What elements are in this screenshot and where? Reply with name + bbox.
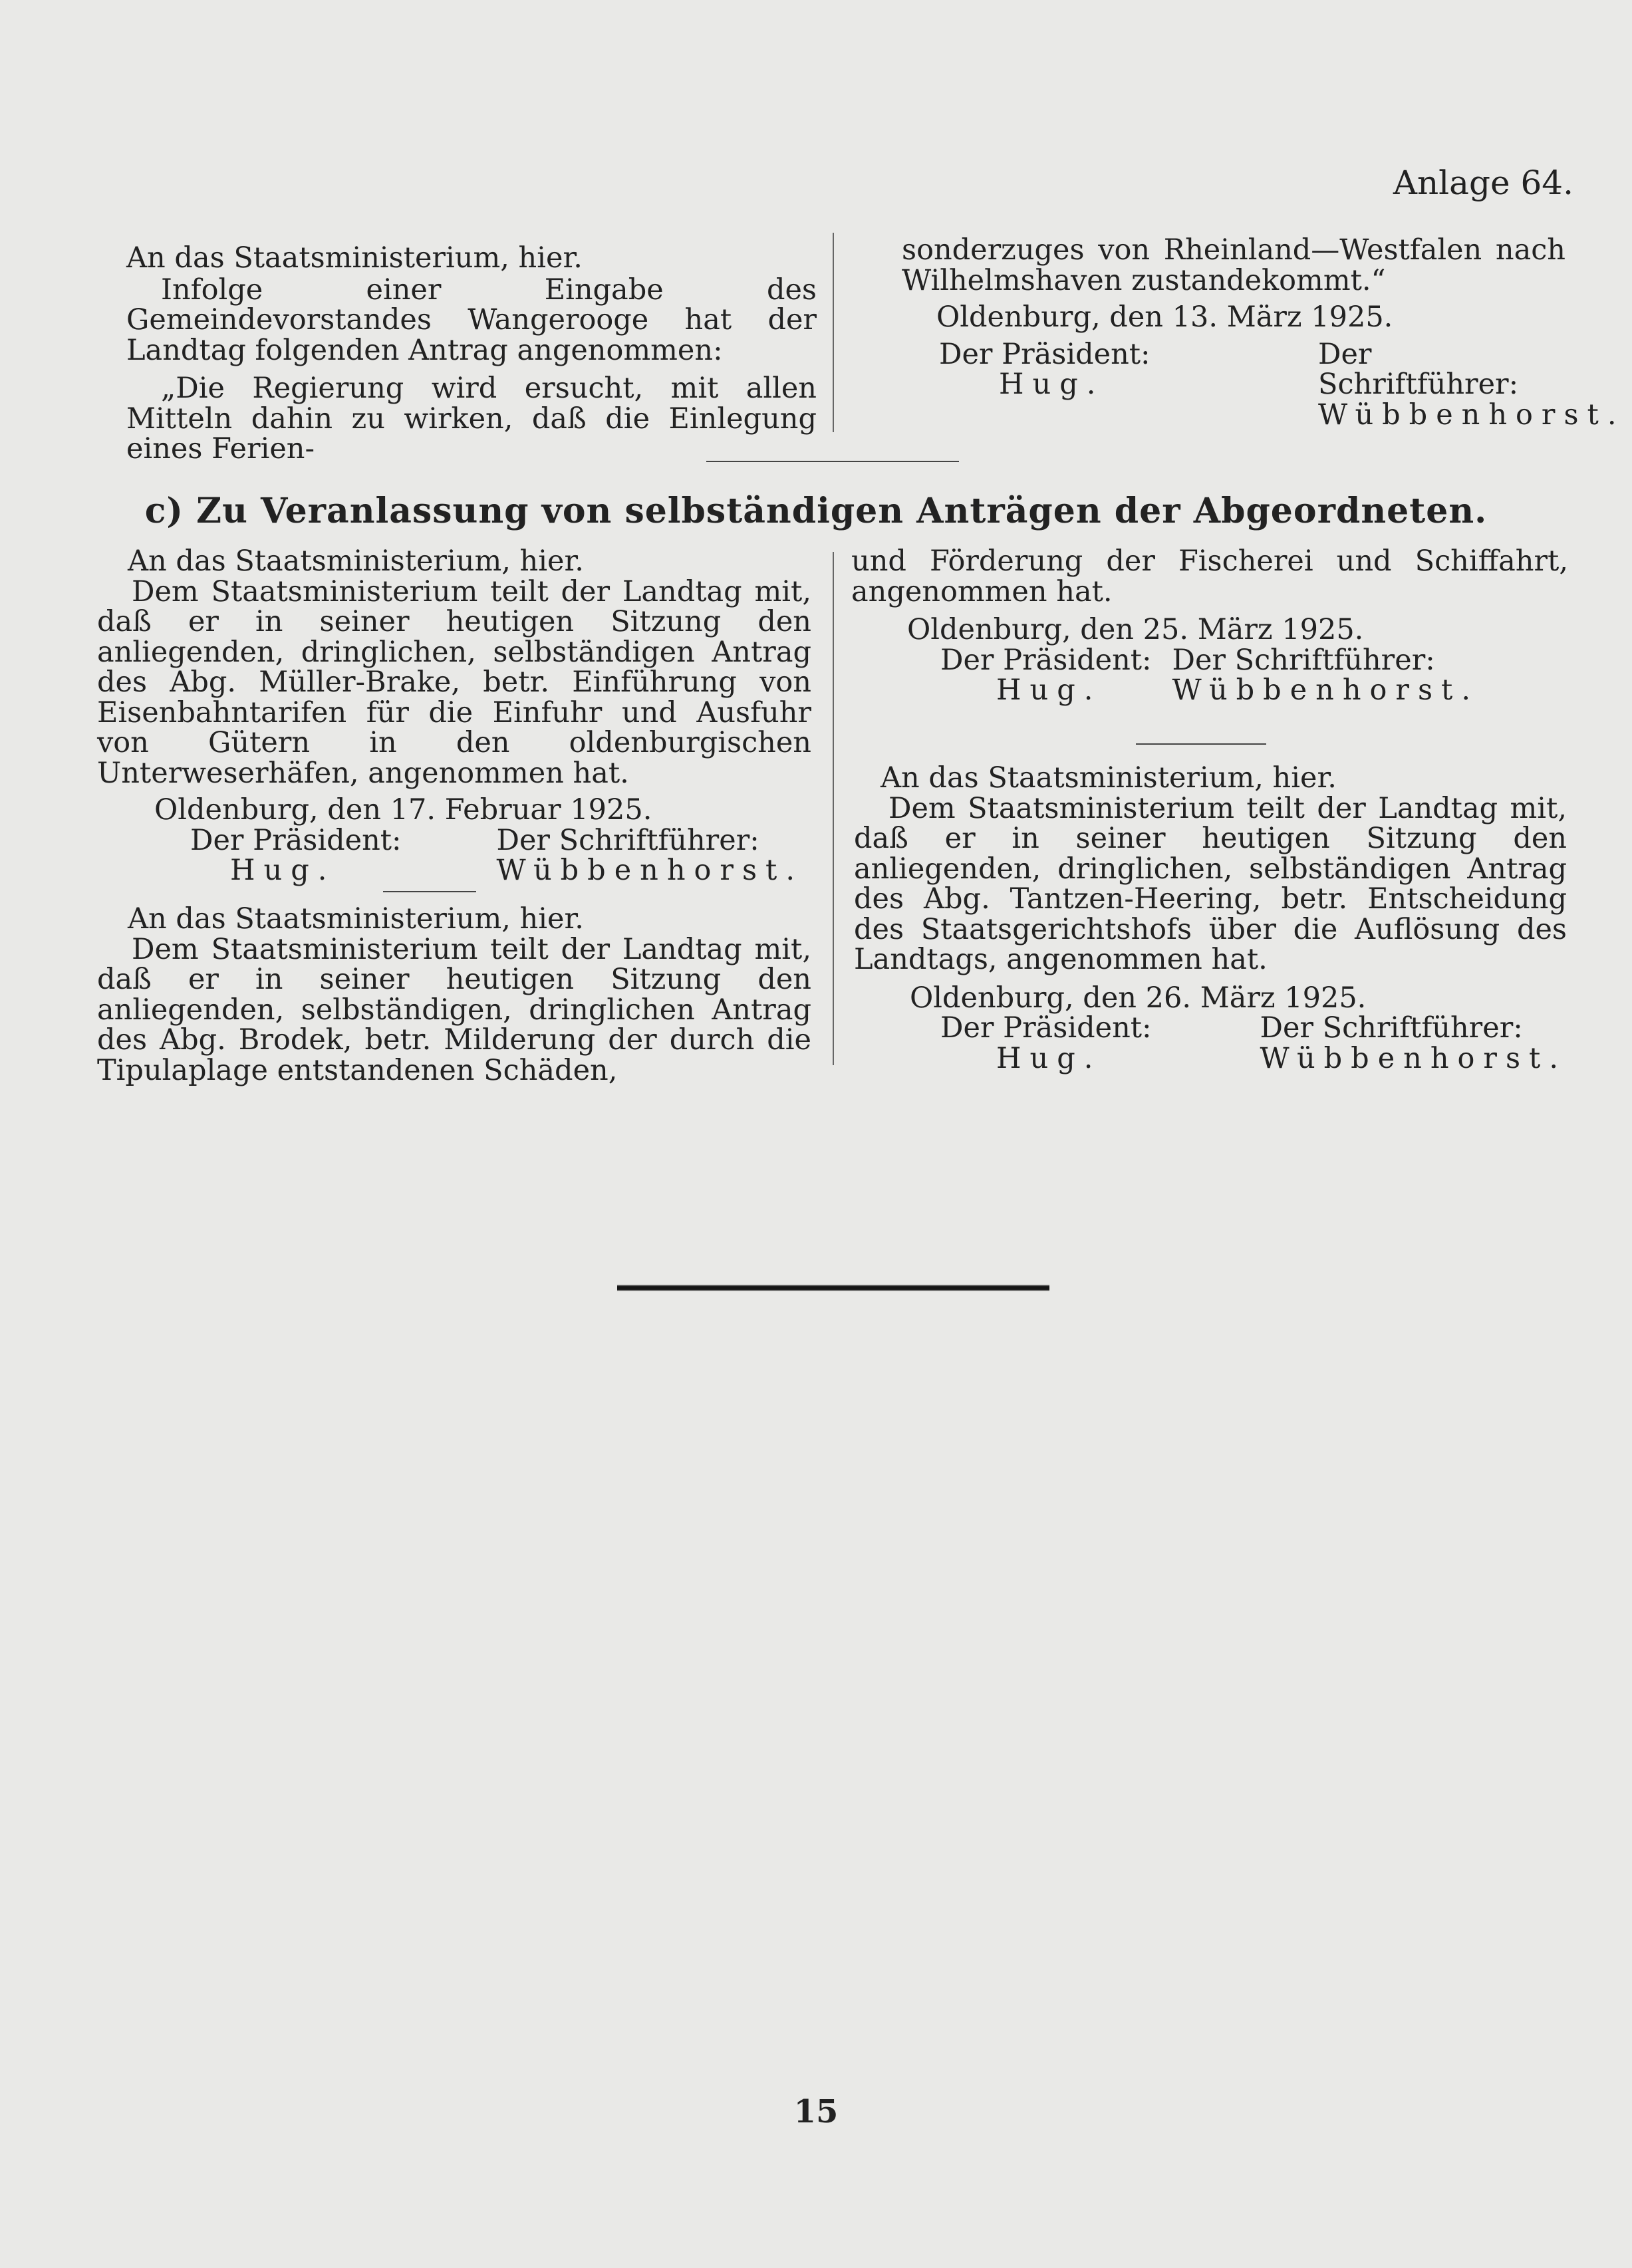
entry-body: Dem Staatsministerium teilt der Landtag mit, daß er in seiner heutigen Sitzung den anliegenden, dringlichen, selbständigen Antrag des Abg. Tantzen-Heering, betr. Entscheidung des Staatsgerichtshofs über die Auflösung des Landtags, angenommen hat. [854, 791, 1567, 976]
secretary-name: Wübbenhorst. [1260, 1041, 1567, 1075]
president-title: Der Präsident: [940, 643, 1152, 677]
president-title: Der Präsident: [939, 337, 1151, 371]
president-signature [190, 823, 402, 887]
top-right-column [902, 233, 1625, 432]
entry-body: Dem Staatsministerium teilt der Landtag mit, daß er in seiner heutigen Sitzung den anliegenden, dringlichen, selbständigen Antrag des Abg. Müller-Brake, betr. Einführung von Eisenbahntarifen für die Einfuhr und Ausfuhr von Gütern in den oldenburgischen Unterweserhäfen, angenommen hat. [97, 574, 811, 790]
secretary-signature [1260, 1013, 1567, 1074]
president-name: Hug. [996, 1041, 1102, 1075]
president-title: Der Präsident: [940, 1011, 1152, 1045]
page-number: 15 [793, 2093, 839, 2130]
annex-label: Anlage 64. [1393, 164, 1573, 202]
entry-body-continuation: und Förderung der Fischerei und Schiffahrt, angenommen hat. [851, 545, 1568, 608]
secretary-name: Wübbenhorst. [1318, 398, 1625, 432]
president-signature [940, 1013, 1152, 1074]
president-name: Hug. [230, 854, 336, 887]
section-heading: c) Zu Veranlassung von selbständigen Anträgen der Abgeordneten. [144, 491, 1488, 531]
entry-1 [97, 547, 811, 886]
president-signature [940, 643, 1152, 707]
secretary-name: Wübbenhorst. [496, 854, 803, 887]
top-left-column [126, 243, 817, 465]
entry-2-continuation [851, 547, 1568, 706]
secretary-signature [1318, 337, 1625, 432]
signature-block [851, 643, 1568, 707]
entry-separator [1136, 743, 1266, 745]
president-name: Hug. [999, 368, 1105, 401]
address-line: An das Staatsministerium, hier. [126, 241, 583, 275]
date-line: Oldenburg, den 17. Februar 1925. [154, 793, 652, 826]
secretary-title: Der Schriftführer: [1260, 1011, 1523, 1045]
date-line: Oldenburg, den 26. März 1925. [910, 981, 1367, 1015]
address-line: An das Staatsministerium, hier. [128, 545, 584, 578]
secretary-title: Der Schriftführer: [496, 823, 759, 857]
entry-body: Dem Staatsministerium teilt der Landtag mit, daß er in seiner heutigen Sitzung den anliegenden, selbständigen, dringlichen Antrag des Abg. Brodek, betr. Milderung der durch die Tipulaplage entstandenen Schäden, [97, 932, 811, 1087]
petition-text: Infolge einer Eingabe des Gemeindevorstandes Wangerooge hat der Landtag folgenden Antrag angenommen: [126, 273, 817, 367]
date-line: Oldenburg, den 13. März 1925. [936, 301, 1393, 334]
quoted-motion-continuation: sonderzuges von Rheinland—Westfalen nach Wilhelmshaven zustandekommt.“ [902, 233, 1565, 297]
president-name: Hug. [996, 674, 1102, 707]
column-divider-top [833, 233, 834, 432]
secretary-title: Der Schriftführer: [1318, 337, 1519, 401]
secretary-title: Der Schriftführer: [1172, 643, 1435, 677]
section-separator [706, 461, 959, 462]
president-title: Der Präsident: [190, 823, 402, 857]
column-divider [833, 552, 834, 1065]
signature-block [854, 1013, 1567, 1074]
entry-separator [383, 891, 476, 892]
address-line: An das Staatsministerium, hier. [881, 761, 1337, 795]
quoted-motion: „Die Regierung wird ersucht, mit allen Mitteln dahin zu wirken, daß die Einlegung eines Ferien- [126, 372, 817, 465]
secretary-signature [496, 823, 804, 887]
secretary-signature [1172, 643, 1480, 707]
signature-block [97, 823, 811, 887]
date-line: Oldenburg, den 25. März 1925. [907, 613, 1364, 646]
end-rule [617, 1285, 1049, 1291]
secretary-name: Wübbenhorst. [1172, 674, 1479, 707]
president-signature [939, 337, 1178, 431]
signature-block [902, 337, 1625, 432]
address-line: An das Staatsministerium, hier. [128, 902, 584, 936]
entry-3 [854, 763, 1567, 1074]
entry-2 [97, 904, 811, 1086]
